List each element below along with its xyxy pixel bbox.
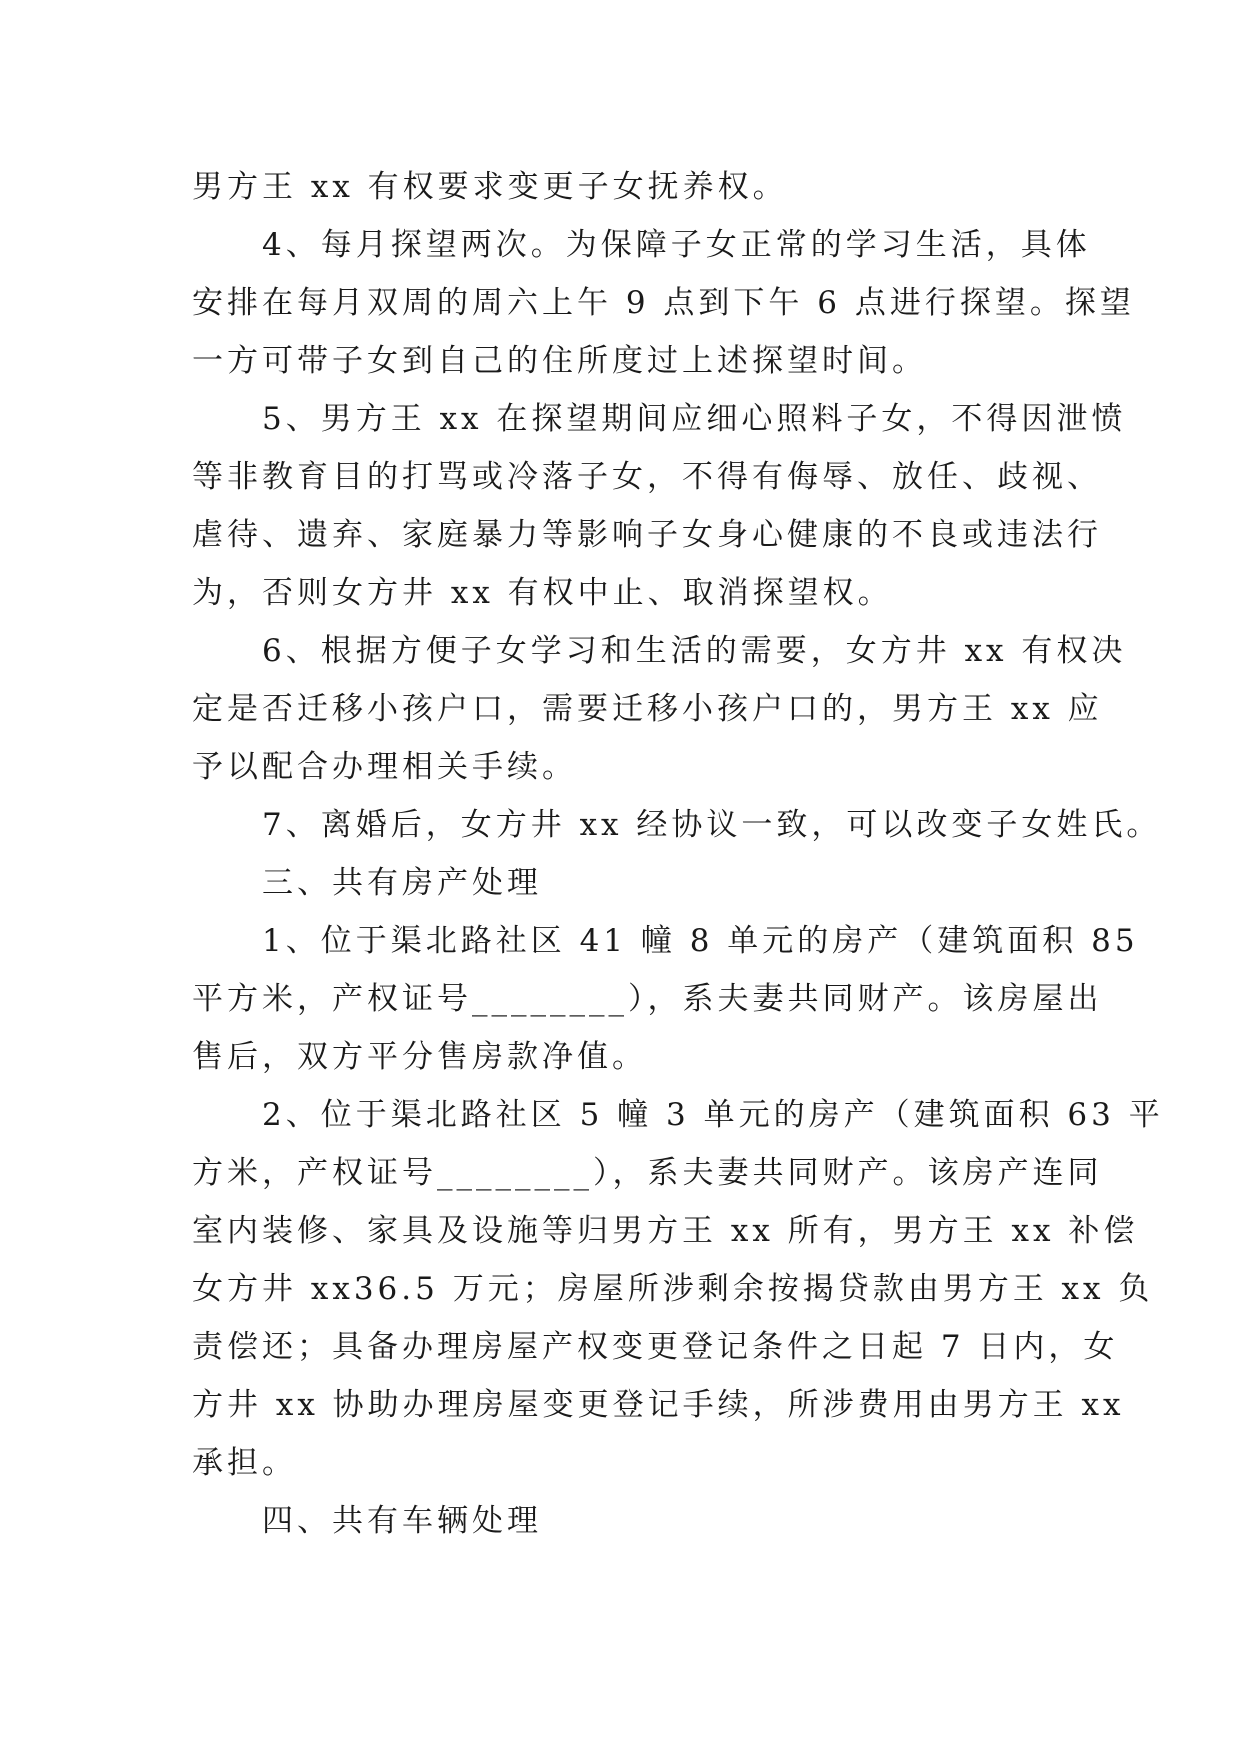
text-line: 承担。: [192, 1445, 297, 1481]
text-line: 4、每月探望两次。为保障子女正常的学习生活，具体: [192, 227, 1091, 263]
text-line: 售后，双方平分售房款净值。: [192, 1039, 647, 1075]
text-line: 安排在每月双周的周六上午 9 点到下午 6 点进行探望。探望: [192, 285, 1135, 321]
text-line: 为，否则女方井 xx 有权中止、取消探望权。: [192, 575, 893, 611]
text-line: 责偿还；具备办理房屋产权变更登记条件之日起 7 日内，女: [192, 1329, 1119, 1365]
text-line: 2、位于渠北路社区 5 幢 3 单元的房产（建筑面积 63 平: [192, 1097, 1164, 1133]
text-line: 1、位于渠北路社区 41 幢 8 单元的房产（建筑面积 85: [192, 923, 1139, 959]
text-line: 定是否迁移小孩户口，需要迁移小孩户口的，男方王 xx 应: [192, 691, 1103, 727]
section-heading: 四、共有车辆处理: [192, 1503, 542, 1539]
text-line: 室内装修、家具及设施等归男方王 xx 所有，男方王 xx 补偿: [192, 1213, 1139, 1249]
text-line: 男方王 xx 有权要求变更子女抚养权。: [192, 169, 788, 205]
text-line: 予以配合办理相关手续。: [192, 749, 577, 785]
text-line: 7、离婚后，女方井 xx 经协议一致，可以改变子女姓氏。: [192, 807, 1162, 843]
text-line: 女方井 xx36.5 万元；房屋所涉剩余按揭贷款由男方王 xx 负: [192, 1271, 1154, 1307]
section-heading: 三、共有房产处理: [192, 865, 542, 901]
text-line: 6、根据方便子女学习和生活的需要，女方井 xx 有权决: [192, 633, 1127, 669]
document-body: [192, 158, 1164, 1550]
text-line: 虐待、遗弃、家庭暴力等影响子女身心健康的不良或违法行: [192, 517, 1102, 553]
text-line: 方井 xx 协助办理房屋变更登记手续，所涉费用由男方王 xx: [192, 1387, 1125, 1423]
text-line: 方米，产权证号________），系夫妻共同财产。该房产连同: [192, 1155, 1103, 1191]
text-line: 一方可带子女到自己的住所度过上述探望时间。: [192, 343, 927, 379]
text-line: 平方米，产权证号________），系夫妻共同财产。该房屋出: [192, 981, 1103, 1017]
text-line: 等非教育目的打骂或冷落子女，不得有侮辱、放任、歧视、: [192, 459, 1102, 495]
text-line: 5、男方王 xx 在探望期间应细心照料子女，不得因泄愤: [192, 401, 1127, 437]
